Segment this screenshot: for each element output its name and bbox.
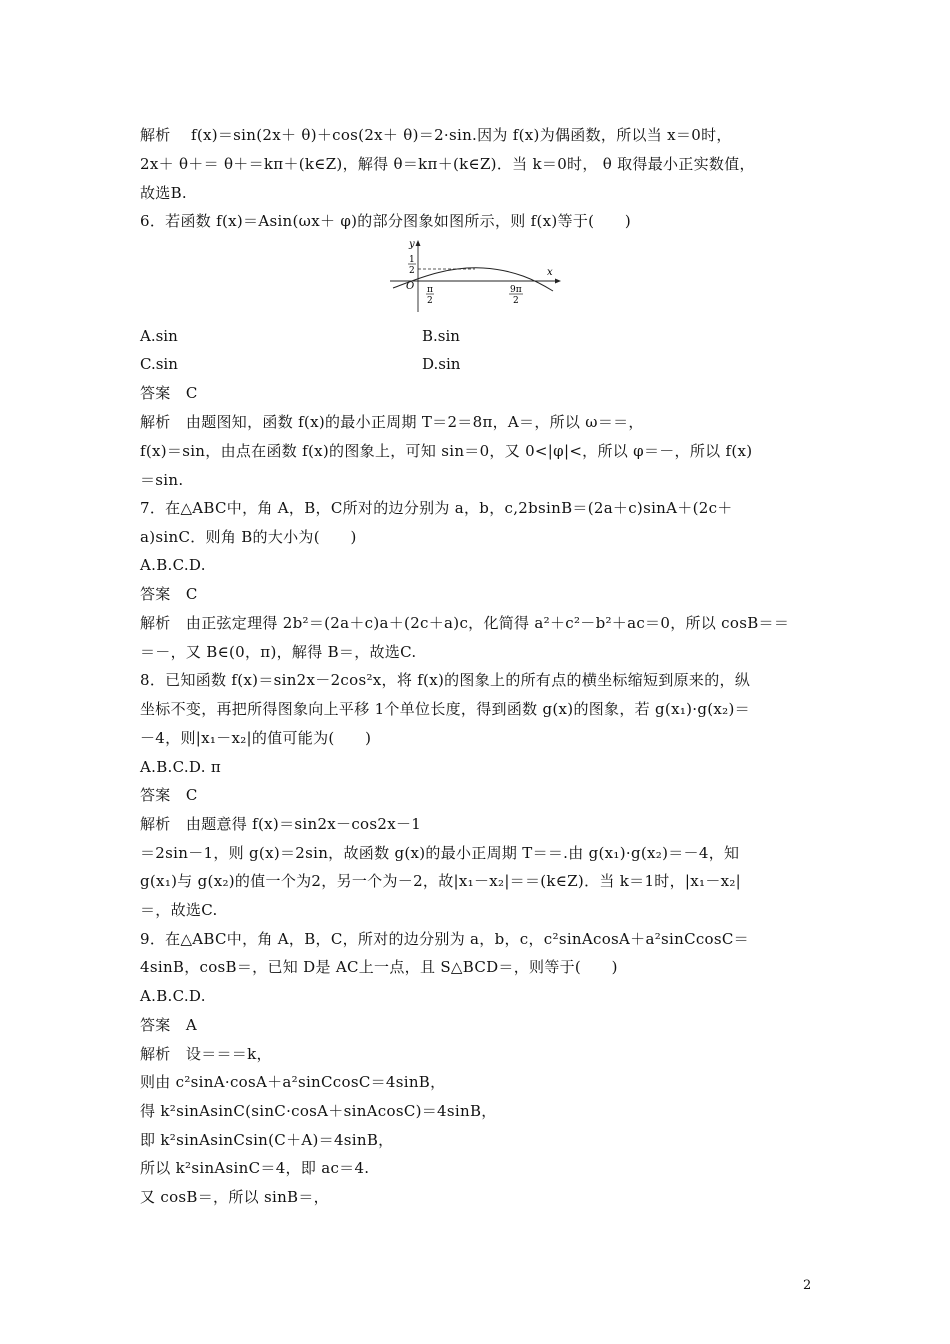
x-axis-label: x	[547, 267, 553, 278]
pi-over-2-num: π	[427, 285, 433, 295]
text-line: 坐标不变，再把所得图象向上平移 1个单位长度，得到函数 g(x)的图象，若 g(x₁)·g(x₂)＝	[140, 700, 750, 718]
pi-over-2-den: 2	[427, 296, 433, 306]
answer-line: 答案 C	[140, 384, 198, 402]
x-axis-arrow	[555, 279, 561, 284]
text-line: 2x＋ θ＋＝ θ＋＝kπ＋(k∈Z)，解得 θ＝kπ＋(k∈Z)．当 k＝0时， θ 取得最小正实数值，	[140, 155, 755, 173]
half-numerator: 1	[409, 255, 415, 265]
option-c: C.sin	[140, 355, 178, 373]
half-denominator: 2	[409, 266, 415, 276]
answer-line: 答案 C	[140, 786, 198, 804]
text-line: 所以 k²sinAsinC＝4，即 ac＝4.	[140, 1159, 370, 1177]
text-line: ＝sin.	[140, 471, 184, 489]
question-7: 7．在△ABC中，角 A，B，C所对的边分别为 a，b，c,2bsinB＝(2a＋c)sinA＋(2c＋	[140, 499, 733, 517]
text-line: 解析 由正弦定理得 2b²＝(2a＋c)a＋(2c＋a)c，化简得 a²＋c²－b²＋ac＝0，所以 cosB＝＝	[140, 614, 790, 632]
y-axis-label: y	[409, 239, 415, 250]
text-line: ＝，故选C.	[140, 901, 218, 919]
options-line: A.B.C.D.	[140, 556, 206, 574]
question-9: 9．在△ABC中，角 A，B，C，所对的边分别为 a，b，c，c²sinAcosA＋a²sinCcosC＝	[140, 930, 749, 948]
question-8: 8．已知函数 f(x)＝sin2x－2cos²x，将 f(x)的图象上的所有点的横坐标缩短到原来的，纵	[140, 671, 751, 689]
option-b: B.sin	[422, 327, 460, 345]
text-line: 即 k²sinAsinCsin(C＋A)＝4sinB，	[140, 1131, 394, 1149]
text-line: 解析 由题意得 f(x)＝sin2x－cos2x－1	[140, 815, 422, 833]
option-a: A.sin	[140, 327, 178, 345]
answer-line: 答案 C	[140, 585, 198, 603]
page-number: 2	[803, 1278, 812, 1293]
option-d: D.sin	[422, 355, 461, 373]
sine-curve	[393, 268, 553, 291]
text-line: －4，则|x₁－x₂|的值可能为( )	[140, 729, 372, 747]
text-line: 解析 f(x)＝sin(2x＋ θ)＋cos(2x＋ θ)＝2·sin.因为 f(x)为偶函数，所以当 x＝0时，	[140, 126, 732, 144]
text-line: ＝2sin－1，则 g(x)＝2sin，故函数 g(x)的最小正周期 T＝＝.由 g(x₁)·g(x₂)＝－4，知	[140, 844, 740, 862]
text-line: 解析 设＝＝＝k，	[140, 1045, 272, 1063]
options-line: A.B.C.D.	[140, 987, 206, 1005]
text-line: 又 cosB＝，所以 sinB＝，	[140, 1188, 329, 1206]
text-line: 则由 c²sinA·cosA＋a²sinCcosC＝4sinB，	[140, 1073, 446, 1091]
nine-pi-over-2-num: 9π	[510, 285, 522, 295]
answer-line: 答案 A	[140, 1016, 198, 1034]
options-line: A.B.C.D. π	[140, 758, 221, 776]
origin-label: O	[406, 281, 415, 292]
text-line: 解析 由题图知，函数 f(x)的最小正周期 T＝2＝8π，A＝，所以 ω＝＝，	[140, 413, 644, 431]
nine-pi-over-2-den: 2	[513, 296, 519, 306]
text-line: 得 k²sinAsinC(sinC·cosA＋sinAcosC)＝4sinB，	[140, 1102, 497, 1120]
text-line: a)sinC．则角 B的大小为( )	[140, 528, 357, 546]
text-line: g(x₁)与 g(x₂)的值一个为2，另一个为－2，故|x₁－x₂|＝＝(k∈Z)．当 k＝1时，|x₁－x₂|	[140, 872, 742, 890]
text-line: ＝－，又 B∈(0，π)，解得 B＝，故选C.	[140, 643, 417, 661]
text-line: 故选B.	[140, 184, 187, 202]
text-line: 4sinB，cosB＝，已知 D是 AC上一点，且 S△BCD＝，则等于( )	[140, 958, 618, 976]
text-line: f(x)＝sin，由点在函数 f(x)的图象上，可知 sin＝0，又 0<|φ|<，所以 φ＝－，所以 f(x)	[140, 442, 753, 460]
y-axis-arrow	[416, 240, 421, 246]
question-6: 6．若函数 f(x)＝Asin(ωx＋ φ)的部分图象如图所示，则 f(x)等于( )	[140, 212, 632, 230]
sine-graph	[385, 236, 565, 312]
